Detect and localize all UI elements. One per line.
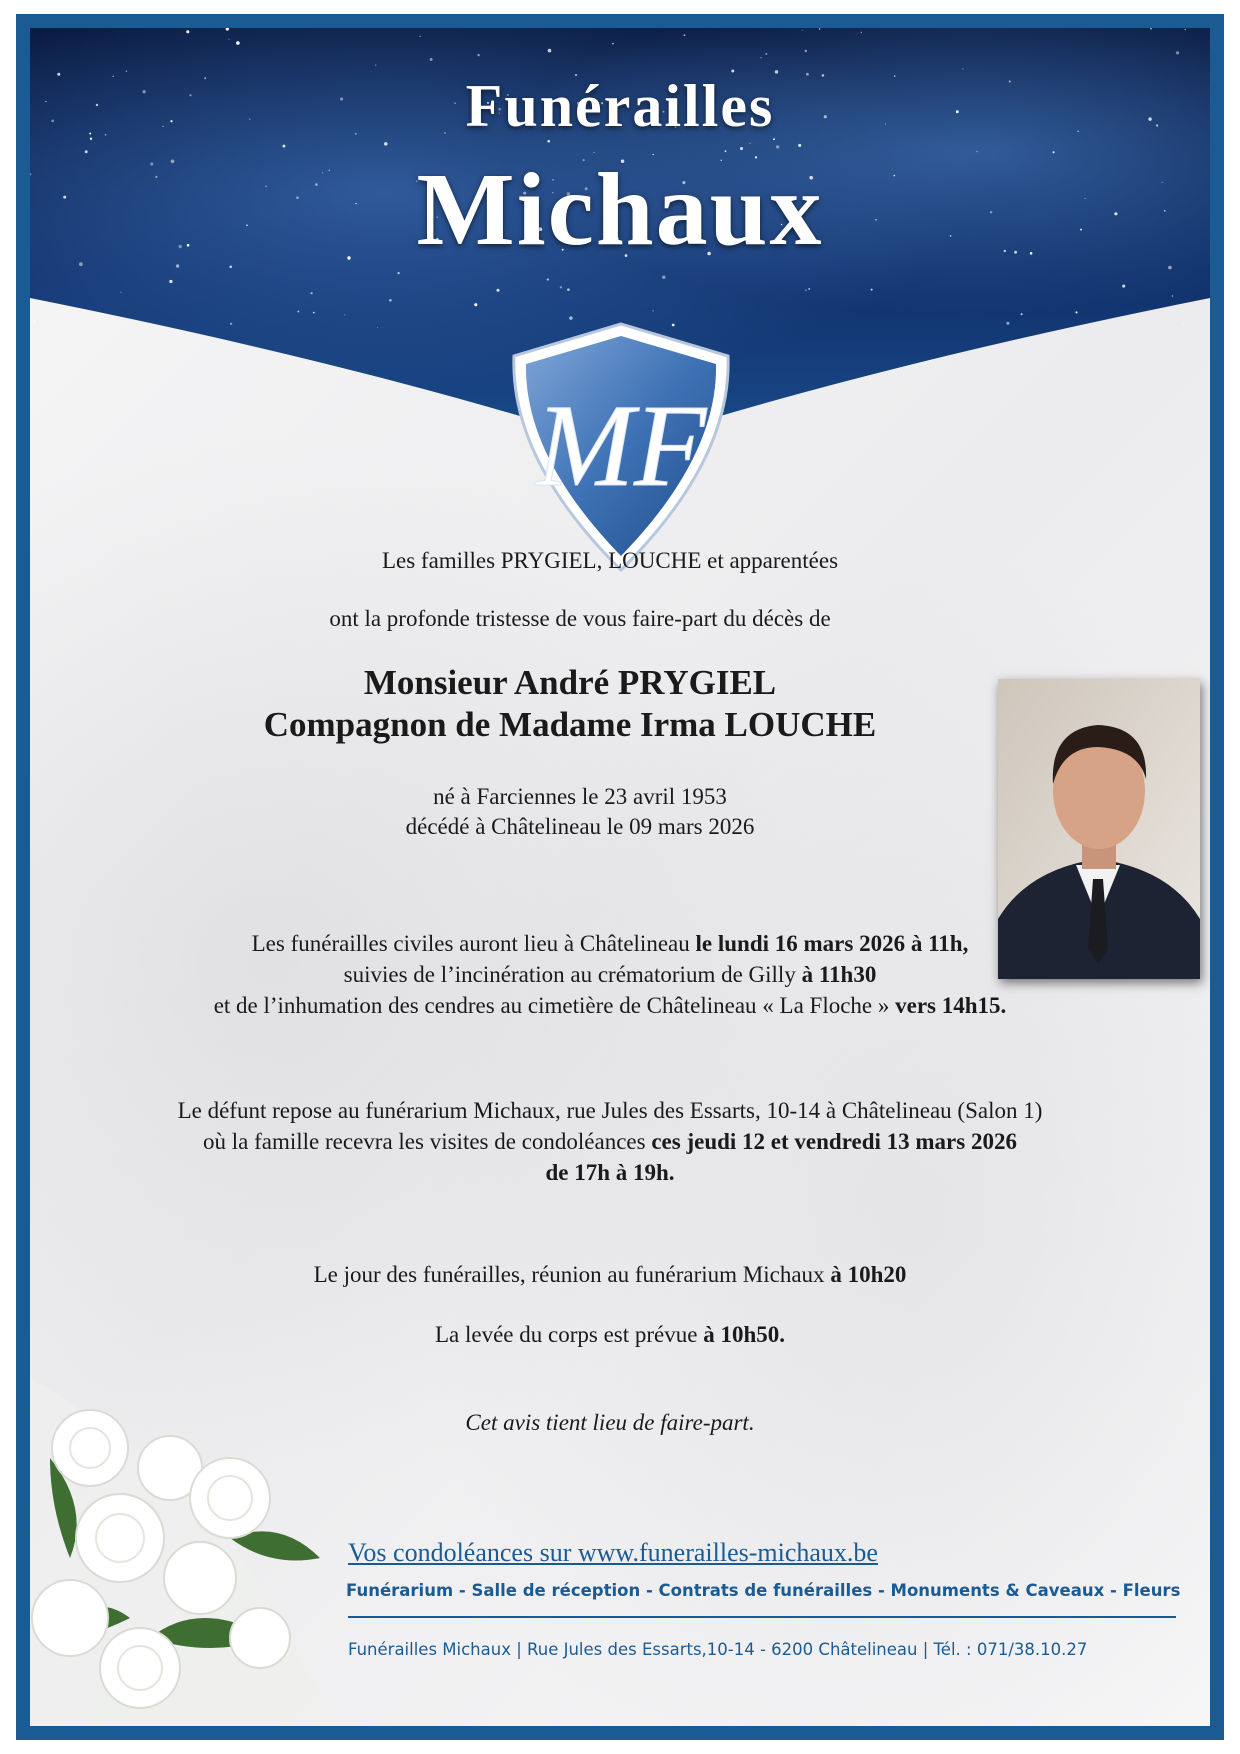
visitation-line-1: Le défunt repose au funérarium Michaux, rue Jules des Essarts, 10-14 à Châtelineau (Salon 1) [177,1098,1043,1123]
star [33,320,36,323]
death-line: décédé à Châtelineau le 09 mars 2026 [405,814,755,839]
page-content [30,28,1210,1726]
star [798,144,801,147]
star [560,286,562,288]
star [389,299,392,302]
star [120,292,121,293]
services-list: Funérarium - Salle de réception - Contrats de funérailles - Monuments & Caveaux - Fleurs [346,1581,1181,1600]
star [776,145,779,148]
visitation-line-2: où la famille recevra les visites de condoléances ces jeudi 12 et vendredi 13 mars 2026 [203,1129,1017,1154]
header-title-michaux: Michaux [416,152,824,267]
star [962,68,963,69]
star [808,288,810,290]
star [765,53,767,55]
star [819,28,821,30]
star [861,32,862,33]
footer-address: Funérailles Michaux | Rue Jules des Essarts,10-14 - 6200 Châtelineau | Tél. : 071/38.10.27 [348,1640,1088,1659]
star [760,57,761,58]
star [186,30,189,33]
star [662,276,665,279]
star [477,54,479,56]
star [384,142,388,146]
star [548,49,552,53]
star [749,143,750,144]
star [344,314,345,315]
condolences-link[interactable]: Vos condoléances sur www.funerailles-michaux.be [348,1538,878,1567]
star [805,289,807,291]
star [802,30,803,31]
star [1021,313,1023,315]
star [1122,285,1125,288]
ceremony-line-2: suivies de l’incinération au crématorium de Gilly à 11h30 [343,962,877,987]
star [547,278,549,280]
ceremony-line-3: et de l’inhumation des cendres au cimetière de Châtelineau « La Floche » vers 14h15. [213,993,1007,1018]
birth-line: né à Farciennes le 23 avril 1953 [433,784,727,809]
star [567,288,570,291]
star [805,50,807,52]
crest-initials: MF [535,380,707,511]
star [612,43,614,45]
star [397,272,399,274]
star [496,289,499,292]
star [310,292,312,294]
star [430,58,433,61]
star [1172,295,1174,297]
relation-line: Compagnon de Madame Irma LOUCHE [263,705,877,744]
visitation-line-3: de 17h à 19h. [545,1160,675,1185]
meeting-line: Le jour des funérailles, réunion au funérarium Michaux à 10h20 [313,1262,907,1287]
star [871,289,873,291]
star [377,327,378,328]
deceased-name: Monsieur André PRYGIEL [363,663,777,702]
header-title-funerailles: Funérailles [465,73,775,139]
star [313,312,315,314]
star [375,64,376,65]
star [1176,51,1179,54]
star [169,280,172,283]
page-border [16,14,1224,1740]
families-line: Les familles PRYGIEL, LOUCHE et apparentées [381,548,839,573]
notice-line: Cet avis tient lieu de faire-part. [465,1410,755,1435]
removal-line: La levée du corps est prévue à 10h50. [434,1322,785,1347]
star [1006,322,1009,325]
star [652,310,653,311]
star [420,36,421,37]
ceremony-line-1: Les funérailles civiles auront lieu à Châtelineau le lundi 16 mars 2026 à 11h, [251,931,969,956]
footer-divider [348,1616,1176,1618]
star [683,34,685,36]
star [297,311,299,313]
mf-crest-logo [506,320,736,574]
star [1075,311,1077,313]
intro-line: ont la profonde tristesse de vous faire-part du décès de [329,606,831,631]
star [230,323,232,325]
star [1185,29,1186,30]
star [1182,322,1184,324]
star [474,303,477,306]
star [236,41,240,45]
star [282,145,285,148]
star [228,39,229,40]
white-flowers-bouquet [30,1338,340,1726]
